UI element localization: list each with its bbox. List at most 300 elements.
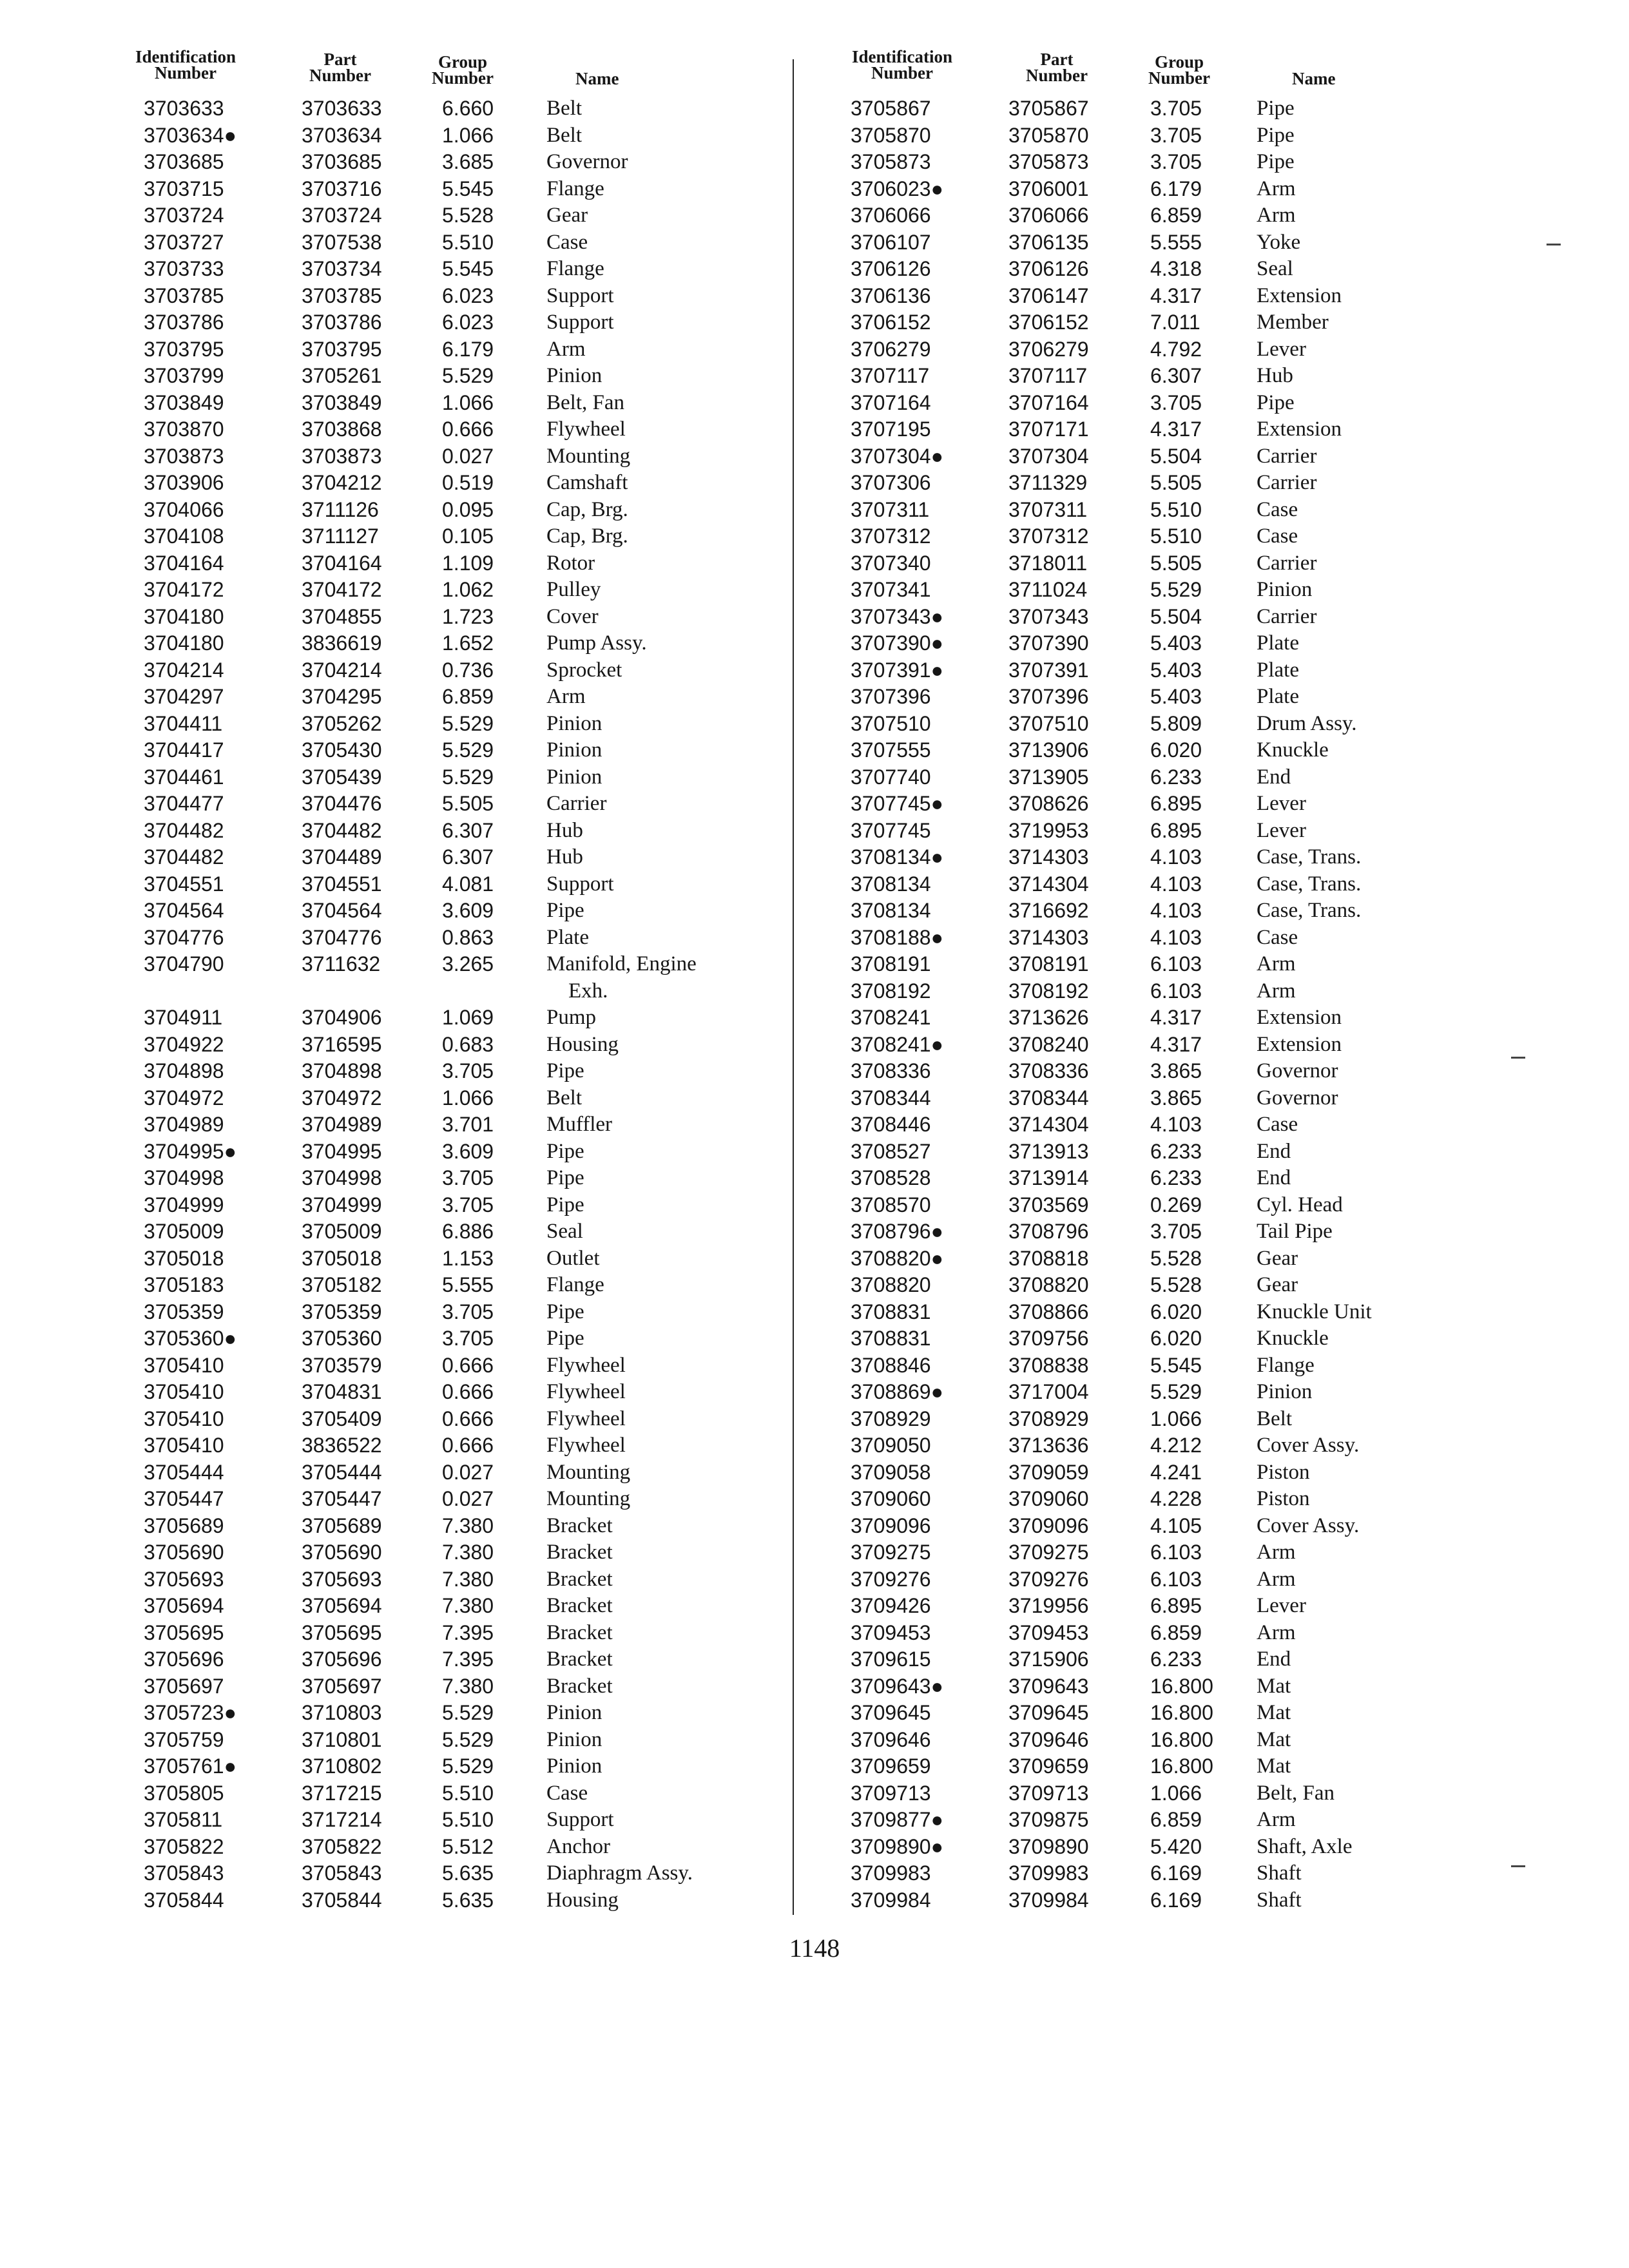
part-number-cell: 3704214 [302, 658, 382, 682]
part-number-cell: 3704995 [302, 1139, 382, 1163]
identification-number-cell: 3705689 [144, 1514, 224, 1537]
group-number-cell: 16.800 [1150, 1754, 1213, 1778]
identification-number-cell: 3705696 [144, 1648, 224, 1671]
part-name-cell: Belt [546, 1086, 582, 1110]
group-number-cell: 3.705 [442, 1166, 494, 1189]
part-number-cell: 3713913 [1008, 1139, 1089, 1163]
part-number-cell: 3705360 [302, 1327, 382, 1350]
margin-tick-mark [1547, 244, 1561, 245]
group-number-cell: 5.528 [442, 204, 494, 227]
group-number-cell: 1.723 [442, 604, 494, 628]
table-row [115, 176, 798, 203]
part-name-cell: Pump [546, 1006, 597, 1029]
part-number-cell: 3710803 [302, 1701, 382, 1724]
identification-number-cell: 3705822 [144, 1834, 224, 1858]
part-name-cell: Lever [1257, 337, 1306, 361]
part-name-cell: Pinion [546, 765, 602, 789]
part-name-cell: Arm [546, 685, 586, 708]
group-number-cell: 5.529 [442, 364, 494, 387]
table-row [115, 1727, 798, 1754]
part-number-cell: 3704898 [302, 1059, 382, 1082]
group-number-cell: 3.705 [442, 1059, 494, 1082]
table-row [115, 711, 798, 738]
part-number-cell: 3703716 [302, 177, 382, 200]
part-name-cell: Case, Trans. [1257, 845, 1362, 869]
identification-number-cell: 3703685 [144, 150, 224, 173]
group-number-cell: 6.179 [1150, 177, 1202, 200]
group-number-cell: 5.505 [1150, 551, 1202, 575]
table-row [831, 1566, 1514, 1593]
part-name-cell: Mounting [546, 444, 631, 468]
part-number-cell: 3705822 [302, 1834, 382, 1858]
group-number-cell: 16.800 [1150, 1701, 1213, 1724]
table-row [831, 1432, 1514, 1459]
group-number-cell: 5.529 [442, 765, 494, 789]
header-group-number: Group Number [432, 52, 494, 88]
identification-number-cell: 3707304● [851, 444, 943, 468]
part-name-cell: Pinion [1257, 1380, 1313, 1403]
identification-number-cell: 3704482 [144, 845, 224, 869]
part-number-cell: 3703685 [302, 150, 382, 173]
identification-number-cell: 3707340 [851, 551, 931, 575]
part-number-cell: 3707164 [1008, 390, 1089, 414]
part-name-cell: Flywheel [546, 1407, 626, 1430]
part-number-cell: 3706135 [1008, 230, 1089, 254]
table-row [831, 737, 1514, 764]
table-row [115, 1299, 798, 1326]
group-number-cell: 5.635 [442, 1888, 494, 1912]
group-number-cell: 5.545 [442, 177, 494, 200]
table-row [831, 202, 1514, 229]
part-name-cell: Extension [1257, 1006, 1342, 1029]
table-row [831, 443, 1514, 470]
identification-number-cell: 3709877● [851, 1808, 943, 1831]
part-name-cell: Pinion [546, 738, 602, 762]
group-number-cell: 6.169 [1150, 1888, 1202, 1912]
margin-tick-mark [1511, 1057, 1525, 1059]
table-row [115, 818, 798, 845]
part-name-cell: End [1257, 765, 1291, 789]
table-row [115, 684, 798, 711]
part-number-cell: 3708191 [1008, 952, 1089, 975]
table-row [115, 1834, 798, 1861]
margin-tick-mark [1511, 1865, 1525, 1867]
part-name-cell: Support [546, 284, 614, 307]
identification-number-cell: 3709890● [851, 1834, 943, 1858]
identification-number-cell: 3708446 [851, 1113, 931, 1136]
group-number-cell: 5.529 [1150, 578, 1202, 601]
identification-number-cell: 3705018 [144, 1246, 224, 1270]
group-number-cell: 5.555 [1150, 230, 1202, 254]
part-number-cell: 3708866 [1008, 1300, 1089, 1323]
identification-number-cell: 3707396 [851, 685, 931, 708]
table-row [831, 1700, 1514, 1727]
group-number-cell: 4.228 [1150, 1487, 1202, 1510]
part-number-cell: 3704998 [302, 1166, 382, 1189]
identification-number-cell: 3708820● [851, 1246, 943, 1270]
identification-number-cell: 3704972 [144, 1086, 224, 1110]
identification-number-cell: 3708192 [851, 979, 931, 1003]
group-number-cell: 4.241 [1150, 1460, 1202, 1484]
table-row [115, 497, 798, 524]
part-name-cell: Bracket [546, 1514, 613, 1537]
part-number-cell: 3704489 [302, 845, 382, 869]
table-row [115, 791, 798, 818]
identification-number-cell: 3704564 [144, 899, 224, 922]
part-number-cell: 3704295 [302, 685, 382, 708]
part-name-cell: Belt, Fan [546, 390, 624, 414]
part-number-cell: 3713914 [1008, 1166, 1089, 1189]
table-row [115, 737, 798, 764]
table-row [115, 1513, 798, 1540]
identification-number-cell: 3705410 [144, 1434, 224, 1457]
part-number-cell: 3704906 [302, 1006, 382, 1029]
part-number-cell: 3710802 [302, 1754, 382, 1778]
group-number-cell: 5.635 [442, 1861, 494, 1885]
table-row [831, 1459, 1514, 1486]
part-name-cell: Seal [1257, 257, 1293, 280]
identification-number-cell: 3706136 [851, 284, 931, 307]
table-row [831, 1139, 1514, 1166]
identification-number-cell: 3708831 [851, 1327, 931, 1350]
part-name-cell: Flange [546, 177, 604, 200]
part-number-cell: 3704172 [302, 578, 382, 601]
group-number-cell: 6.233 [1150, 1166, 1202, 1189]
table-row [831, 497, 1514, 524]
part-name-line: Manifold, Engine [546, 952, 697, 975]
part-number-cell: 3708838 [1008, 1353, 1089, 1377]
identification-number-cell: 3703633 [144, 97, 224, 120]
identification-number-cell: 3704066 [144, 497, 224, 521]
identification-number-cell: 3706066 [851, 204, 931, 227]
table-row [115, 1566, 798, 1593]
identification-number-cell: 3705410 [144, 1353, 224, 1377]
table-row [831, 1272, 1514, 1299]
table-row [115, 1620, 798, 1647]
part-number-cell: 3705409 [302, 1407, 382, 1430]
identification-number-cell: 3709984 [851, 1888, 931, 1912]
part-number-cell: 3707117 [1008, 364, 1088, 387]
part-name-cell: Pipe [1257, 390, 1295, 414]
group-number-cell: 4.317 [1150, 418, 1202, 441]
part-number-cell: 3713626 [1008, 1006, 1089, 1029]
identification-number-cell: 3704214 [144, 658, 224, 682]
table-row [831, 1753, 1514, 1780]
identification-number-cell: 3709983 [851, 1861, 931, 1885]
part-number-cell: 3705447 [302, 1487, 382, 1510]
table-row [831, 1004, 1514, 1032]
part-name-cell: Governor [1257, 1059, 1338, 1082]
part-number-cell: 3709984 [1008, 1888, 1089, 1912]
identification-number-cell: 3705444 [144, 1460, 224, 1484]
table-row [115, 1807, 798, 1834]
identification-number-cell: 3703799 [144, 364, 224, 387]
table-row [115, 1218, 798, 1245]
table-row [831, 1539, 1514, 1566]
group-number-cell: 5.504 [1150, 604, 1202, 628]
identification-number-cell: 3703724 [144, 204, 224, 227]
part-number-cell: 3709646 [1008, 1727, 1089, 1751]
table-row [115, 764, 798, 791]
part-name-cell: Flywheel [546, 1434, 626, 1457]
group-number-cell: 1.069 [442, 1006, 494, 1029]
group-number-cell: 4.103 [1150, 845, 1202, 869]
group-number-cell: 6.859 [1150, 1808, 1202, 1831]
part-number-cell: 3704551 [302, 872, 382, 896]
part-number-cell: 3716595 [302, 1032, 382, 1056]
part-name-cell: Pipe [1257, 150, 1295, 173]
part-name-cell: Gear [1257, 1246, 1298, 1270]
table-row [115, 550, 798, 577]
part-name-cell: Mat [1257, 1701, 1291, 1724]
part-name-cell: Bracket [546, 1674, 613, 1698]
identification-number-cell: 3706152 [851, 311, 931, 334]
table-row [831, 764, 1514, 791]
part-name-cell: Extension [1257, 284, 1342, 307]
group-number-cell: 7.380 [442, 1567, 494, 1591]
table-row [831, 1593, 1514, 1620]
identification-number-cell: 3709615 [851, 1648, 931, 1671]
identification-number-cell: 3703785 [144, 284, 224, 307]
table-row [115, 1272, 798, 1299]
part-number-cell: 3717004 [1008, 1380, 1089, 1403]
part-number-cell: 3707390 [1008, 631, 1089, 655]
page-number: 1148 [789, 1934, 840, 1963]
group-number-cell: 6.103 [1150, 979, 1202, 1003]
identification-number-cell: 3705873 [851, 150, 931, 173]
part-number-cell: 3705359 [302, 1300, 382, 1323]
table-row [115, 336, 798, 363]
group-number-cell: 16.800 [1150, 1727, 1213, 1751]
part-name-cell: Bracket [546, 1594, 613, 1617]
part-number-cell: 3704776 [302, 925, 382, 949]
identification-number-cell: 3705805 [144, 1781, 224, 1805]
table-row [831, 176, 1514, 203]
table-row [115, 844, 798, 871]
part-number-cell: 3707304 [1008, 444, 1089, 468]
group-number-cell: 5.505 [1150, 471, 1202, 494]
part-name-cell: Flange [546, 257, 604, 280]
part-number-cell: 3708240 [1008, 1032, 1089, 1056]
part-number-cell: 3709643 [1008, 1674, 1089, 1698]
part-name-cell: Mat [1257, 1727, 1291, 1751]
table-row [831, 363, 1514, 390]
part-name-cell [546, 951, 798, 1004]
part-number-cell: 3705262 [302, 711, 382, 735]
part-name-cell: Sprocket [546, 658, 622, 682]
identification-number-cell: 3706023● [851, 177, 943, 200]
part-name-cell: Support [546, 1808, 614, 1831]
header-part-number: Part Number [309, 50, 371, 85]
part-name-cell: Outlet [546, 1246, 600, 1270]
part-name-cell: Belt, Fan [1257, 1781, 1335, 1805]
part-name-cell: Lever [1257, 818, 1306, 842]
group-number-cell: 6.233 [1150, 765, 1202, 789]
part-number-cell: 3711024 [1008, 578, 1088, 601]
table-row [115, 229, 798, 256]
part-name-cell: Pipe [546, 1327, 584, 1350]
part-name-cell: Knuckle [1257, 1327, 1329, 1350]
identification-number-cell: 3705693 [144, 1567, 224, 1591]
table-row [831, 470, 1514, 497]
part-number-cell: 3703734 [302, 257, 382, 280]
part-name-cell: Mat [1257, 1754, 1291, 1778]
header-part-number: Part Number [1026, 50, 1088, 85]
group-number-cell: 4.103 [1150, 899, 1202, 922]
group-number-cell: 4.318 [1150, 257, 1202, 280]
group-number-cell: 5.403 [1150, 631, 1202, 655]
part-name-cell: Pipe [1257, 123, 1295, 147]
part-name-cell: Support [546, 311, 614, 334]
group-number-cell: 6.103 [1150, 952, 1202, 975]
part-number-cell: 3705009 [302, 1220, 382, 1243]
identification-number-cell: 3708527 [851, 1139, 931, 1163]
part-number-cell: 3705694 [302, 1594, 382, 1617]
table-row [831, 1673, 1514, 1700]
part-name-cell: Carrier [1257, 444, 1317, 468]
part-name-cell: Gear [546, 204, 588, 227]
part-number-cell: 3705697 [302, 1674, 382, 1698]
table-row [831, 229, 1514, 256]
identification-number-cell: 3707740 [851, 765, 931, 789]
part-number-cell: 3706126 [1008, 257, 1089, 280]
part-number-cell: 3709275 [1008, 1541, 1089, 1564]
group-number-cell: 6.307 [442, 845, 494, 869]
part-name-cell: Plate [1257, 658, 1299, 682]
group-number-cell: 6.103 [1150, 1541, 1202, 1564]
part-number-cell: 3709875 [1008, 1808, 1089, 1831]
table-row [831, 951, 1514, 978]
table-row [115, 1753, 798, 1780]
table-row [831, 630, 1514, 657]
part-number-cell: 3704972 [302, 1086, 382, 1110]
identification-number-cell: 3705410 [144, 1380, 224, 1403]
part-name-cell: Belt [1257, 1407, 1292, 1430]
group-number-cell: 4.103 [1150, 872, 1202, 896]
part-number-cell: 3716692 [1008, 899, 1089, 922]
table-row [831, 1406, 1514, 1433]
part-number-cell: 3704482 [302, 818, 382, 842]
part-number-cell: 3713906 [1008, 738, 1089, 762]
group-number-cell: 7.380 [442, 1594, 494, 1617]
table-row [115, 951, 798, 1004]
table-row [831, 1620, 1514, 1647]
group-number-cell: 6.859 [1150, 1620, 1202, 1644]
column-divider [793, 59, 794, 1915]
part-name-cell: Carrier [1257, 471, 1317, 494]
header-name: Name [1292, 69, 1336, 88]
group-number-cell: 6.307 [1150, 364, 1202, 387]
identification-number-cell: 3707312 [851, 524, 931, 548]
part-name-cell: Carrier [1257, 604, 1317, 628]
identification-number-cell: 3709646 [851, 1727, 931, 1751]
part-number-cell: 3706152 [1008, 311, 1089, 334]
part-number-cell: 3707510 [1008, 711, 1089, 735]
table-row [115, 1646, 798, 1673]
part-number-cell: 3705261 [302, 364, 382, 387]
identification-number-cell: 3703786 [144, 311, 224, 334]
table-row [831, 1218, 1514, 1245]
group-number-cell: 5.510 [1150, 497, 1202, 521]
identification-number-cell: 3704989 [144, 1113, 224, 1136]
identification-number-cell: 3706126 [851, 257, 931, 280]
table-row [115, 1352, 798, 1379]
identification-number-cell: 3704477 [144, 792, 224, 815]
group-number-cell: 0.666 [442, 1380, 494, 1403]
part-number-cell: 3705843 [302, 1861, 382, 1885]
table-row [115, 1673, 798, 1700]
part-name-cell: End [1257, 1648, 1291, 1671]
table-row [115, 443, 798, 470]
part-name-cell: Pinion [546, 1727, 602, 1751]
part-number-cell: 3836522 [302, 1434, 382, 1457]
part-number-cell: 3709060 [1008, 1487, 1089, 1510]
identification-number-cell: 3705695 [144, 1620, 224, 1644]
identification-number-cell: 3705359 [144, 1300, 224, 1323]
part-number-cell: 3704564 [302, 899, 382, 922]
group-number-cell: 1.066 [1150, 1407, 1202, 1430]
table-row [831, 818, 1514, 845]
group-number-cell: 4.317 [1150, 1006, 1202, 1029]
group-number-cell: 0.736 [442, 658, 494, 682]
header-name: Name [575, 69, 619, 88]
table-row [115, 1780, 798, 1807]
table-row [115, 1085, 798, 1112]
group-number-cell: 3.609 [442, 1139, 494, 1163]
table-row [831, 1646, 1514, 1673]
part-name-cell: Diaphragm Assy. [546, 1861, 693, 1885]
identification-number-cell: 3707311 [851, 497, 930, 521]
part-name-cell: Arm [1257, 177, 1296, 200]
table-row [115, 1379, 798, 1406]
group-number-cell: 0.666 [442, 1353, 494, 1377]
group-number-cell: 4.792 [1150, 337, 1202, 361]
part-number-cell: 3704476 [302, 792, 382, 815]
group-number-cell: 3.705 [1150, 390, 1202, 414]
part-number-cell: 3705693 [302, 1567, 382, 1591]
part-name-cell: Member [1257, 311, 1329, 334]
part-name-cell: Belt [546, 97, 582, 120]
part-name-cell: Piston [1257, 1487, 1310, 1510]
identification-number-cell: 3709060 [851, 1487, 931, 1510]
table-row [831, 1165, 1514, 1192]
part-number-cell: 3711126 [302, 497, 379, 521]
identification-number-cell: 3708134 [851, 872, 931, 896]
left-rows [115, 95, 798, 1914]
group-number-cell: 1.066 [442, 123, 494, 147]
table-row [831, 1780, 1514, 1807]
part-number-cell: 3704989 [302, 1113, 382, 1136]
group-number-cell: 6.895 [1150, 792, 1202, 815]
part-number-cell: 3713636 [1008, 1434, 1089, 1457]
part-name-cell: Lever [1257, 792, 1306, 815]
group-number-cell: 6.886 [442, 1220, 494, 1243]
part-number-cell: 3709059 [1008, 1460, 1089, 1484]
part-number-cell: 3707171 [1008, 418, 1089, 441]
identification-number-cell: 3707117 [851, 364, 930, 387]
part-number-cell: 3704212 [302, 471, 382, 494]
part-number-cell: 3703724 [302, 204, 382, 227]
identification-number-cell: 3707745 [851, 818, 931, 842]
group-number-cell: 3.265 [442, 952, 494, 975]
part-number-cell: 3705182 [302, 1273, 382, 1296]
identification-number-cell: 3704790 [144, 952, 224, 975]
table-row [831, 1192, 1514, 1219]
part-number-cell: 3709756 [1008, 1327, 1089, 1350]
part-name-cell: Camshaft [546, 471, 628, 494]
table-row [831, 1299, 1514, 1326]
group-number-cell: 7.395 [442, 1620, 494, 1644]
